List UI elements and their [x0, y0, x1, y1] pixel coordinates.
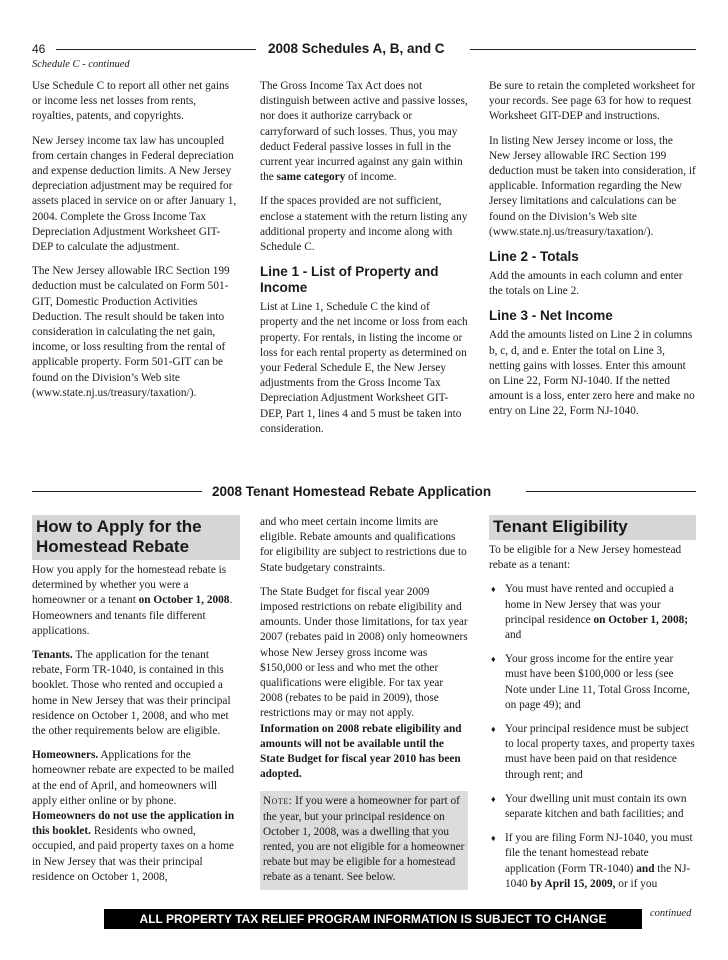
page-title: 2008 Schedules A, B, and C [268, 41, 445, 56]
section-rule-right [526, 491, 696, 492]
continued-footer: continued [650, 908, 692, 919]
list-item: ♦ Your gross income for the entire year must have been $100,000 or less (see Note under Line 11, Total Gross Income, on page 49); and [491, 653, 690, 711]
section-rule-left [32, 491, 202, 492]
schedule-c-column-2 [260, 79, 468, 446]
paragraph: Be sure to retain the completed worksheet for your records. See page 63 for how to request Worksheet GIT-DEP and instructions. [489, 80, 696, 123]
section-title: 2008 Tenant Homestead Rebate Application [212, 484, 492, 499]
line2-heading: Line 2 - Totals [489, 249, 579, 265]
paragraph: If the spaces provided are not sufficient, enclose a statement with the return listing any additional property and income along with Schedule C. [260, 195, 468, 254]
paragraph: Use Schedule C to report all other net gains or income less net losses from rents, royalties, patents, and copyrights. [32, 80, 230, 123]
diamond-bullet-icon: ♦ [491, 584, 496, 595]
line3-heading: Line 3 - Net Income [489, 308, 613, 324]
tenant-eligibility-heading: Tenant Eligibility [489, 515, 696, 540]
page-number: 46 [32, 42, 46, 56]
paragraph: New Jersey income tax law has uncoupled from certain changes in Federal depreciation and expense deduction limits. A New Jersey depreciation adjustment may be required for assets placed in service on or after January 1, 2004. Complete the Gross Income Tax Depreciation Adjustment Worksheet GIT-DEP to calculate the adjustment. [32, 134, 237, 254]
header-rule-right [470, 49, 696, 50]
paragraph: To be eligible for a New Jersey homestead rebate as a tenant: [489, 544, 682, 572]
continued-label: Schedule C - continued [32, 59, 130, 70]
rebate-column-3 [489, 515, 696, 901]
paragraph: The New Jersey allowable IRC Section 199 deduction must be calculated on Form 501-GIT, Domestic Production Activities Deduction. The result should be taken into consideration in calculating the net gain, income, or loss resulting from the rental of applicable property. Form 501-GIT can be found on the Division’s Web site (www.state.nj.us/treasury/taxation/). [32, 265, 230, 399]
note-box: Note: If you were a homeowner for part of the year, but your principal residence on October 1, 2008, was a dwelling that you rented, you are not eligible for a homeowner rebate but may be eligible for a homestead rebate as a tenant. See below. [260, 791, 468, 889]
paragraph: List at Line 1, Schedule C the kind of property and the net income or loss from each property. For rentals, in listing the income or loss for each rental property as determined on your Federal Schedule E, the New Jersey adjustments from the Gross Income Tax Depreciation Adjustment Worksheet GIT-DEP, Part 1, lines 4 and 5 must be taken into consideration. [260, 301, 468, 435]
note-label: Note: [263, 795, 293, 808]
paragraph: In listing New Jersey income or loss, the New Jersey allowable IRC Section 199 deduction must be taken into consideration, if applicable. Information regarding the New Jersey limitations and calculations can be found on the Division’s Web site (www.state.nj.us/treasury/taxation/). [489, 134, 696, 238]
paragraph: Tenants. The application for the tenant rebate, Form TR-1040, is contained in this booklet. Those who rented and occupied a home in New Jersey that was their principal residence on October 1, 2008, and who met the other requirements below are eligible. [32, 649, 231, 738]
paragraph: The Gross Income Tax Act does not distinguish between active and passive losses, nor does it authorize carryback or carryforward of such losses. Thus, you may deduct Federal passive losses in full in the current year incurred against any gain within the same category of income. [260, 80, 468, 184]
paragraph: How you apply for the homestead rebate is determined by whether you were a homeowner or a tenant on October 1, 2008. Homeowners and tenants file different applications. [32, 564, 233, 637]
diamond-bullet-icon: ♦ [491, 654, 496, 665]
diamond-bullet-icon: ♦ [491, 833, 496, 844]
diamond-bullet-icon: ♦ [491, 793, 496, 804]
list-item: ♦ Your principal residence must be subject to local property taxes, and property taxes must have been paid on that residence through rent; and [491, 723, 695, 781]
line1-heading: Line 1 - List of Property and Income [260, 264, 439, 296]
rebate-column-2 [260, 515, 468, 890]
schedule-c-column-3 [489, 79, 696, 429]
schedule-c-column-1 [32, 79, 240, 410]
paragraph: The State Budget for fiscal year 2009 imposed restrictions on rebate eligibility and amounts. Under those limitations, for tax year 2007 (rebates paid in 2008) only homeowners whose New Jersey gross income was $150,000 or less and who met the other qualifications were eligible. For tax year 2008 (rebates to be paid in 2009), those restrictions may or may not apply. Information on 2008 rebate eligibility and amounts will not be available until the State Budget for fiscal year 2010 has been adopted. [260, 585, 468, 781]
header-rule-left [56, 49, 256, 50]
list-item: ♦ If you are filing Form NJ-1040, you must file the tenant homestead rebate application (Form TR-1040) and the NJ-1040 by April 15, 2009, or if you [491, 832, 693, 890]
how-to-apply-heading: How to Apply for the Homestead Rebate [32, 515, 240, 560]
list-item: ♦ Your dwelling unit must contain its own separate kitchen and bath facilities; and [491, 792, 687, 821]
diamond-bullet-icon: ♦ [491, 724, 496, 735]
paragraph: Homeowners. Applications for the homeowner rebate are expected to be mailed at the end of April, and homeowners will apply either online or by phone. Homeowners do not use the application in this booklet. Residents who owned, occupied, and paid property taxes on a home in New Jersey that was their principal residence on October 1, 2008, [32, 749, 235, 883]
paragraph: and who meet certain income limits are eligible. Rebate amounts and qualifications for eligibility are subject to restrictions due to State budgetary constraints. [260, 516, 467, 574]
footer-banner: ALL PROPERTY TAX RELIEF PROGRAM INFORMATION IS SUBJECT TO CHANGE [104, 909, 642, 929]
list-item: ♦ You must have rented and occupied a home in New Jersey that was your principal residence on October 1, 2008; and [491, 583, 689, 642]
paragraph: Add the amounts in each column and enter the totals on Line 2. [489, 270, 683, 298]
rebate-column-1 [32, 515, 240, 894]
paragraph: Add the amounts listed on Line 2 in columns b, c, d, and e. Enter the total on Line 3, netting gains with losses. Enter this amount on Line 22, Form NJ-1040. If the netted amount is a loss, enter zero here and make no entry on Line 22, Form NJ-1040. [489, 329, 695, 418]
